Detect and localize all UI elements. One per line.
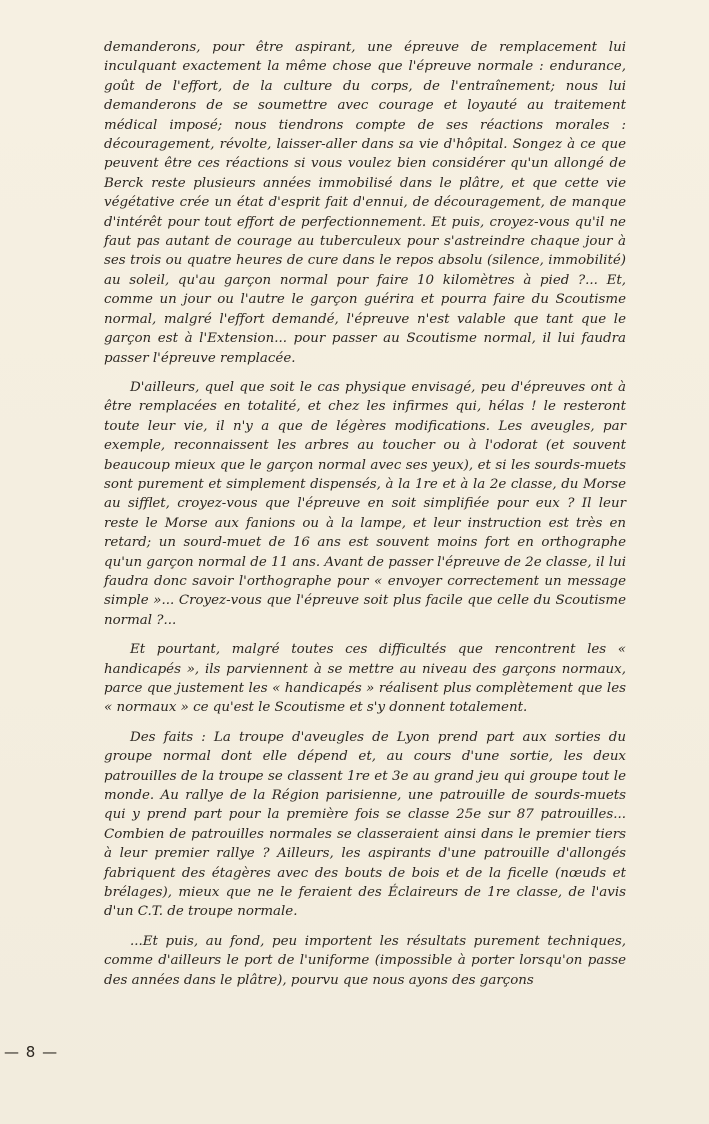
paragraph-handicapped: Et pourtant, malgré toutes ces difficultés que rencontrent les « handicapés », ils parviennent à se mettre au niveau des garçons normaux, parce que justement les « handicapés » réalisent plus complètement que les « normaux » ce qu'est le Scoutisme et s'y donnent totalement. — [104, 642, 626, 716]
paragraph-facts: Des faits : La troupe d'aveugles de Lyon prend part aux sorties du groupe normal dont elle dépend et, au cours d'une sortie, les deux patrouilles de la troupe se classent 1re et 3e au grand jeu qui groupe tout le monde. Au rallye de la Région parisienne, une patrouille de sourds-muets qui y prend part pour la première fois se classe 25e sur 87 patrouilles... Combien de patrouilles normales se classeraient ainsi dans le premier tiers à leur premier rallye ? Ailleurs, les aspirants d'une patrouille d'allongés fabriquent des étagères avec des bouts de bois et de la ficelle (nœuds et brélages), mieux que ne le feraient des Éclaireurs de 1re classe, de l'avis d'un C.T. de troupe normale. — [104, 729, 626, 920]
paragraph-conclusion: ...Et puis, au fond, peu importent les résultats purement techniques, comme d'ailleurs le port de l'uniforme (impossible à porter lorsqu'on passe des années dans le plâtre), pourvu que nous ayons des garçons — [104, 933, 626, 988]
page-number: — 8 — — [4, 1043, 59, 1061]
paragraph-continuation: demanderons, pour être aspirant, une épreuve de remplacement lui inculquant exactement la même chose que l'épreuve normale : endurance, goût de l'effort, de la culture du corps, de l'entraînement; nous lui demanderons de se soumettre avec courage et loyauté au traitement médical imposé; nous tiendrons compte de ses réactions morales : découragement, révolte, laisser-aller dans sa vie d'hôpital. Songez à ce que peuvent être ces réactions si vous voulez bien considérer qu'un allongé de Berck reste plusieurs années immobilisé dans le plâtre, et que cette vie végétative crée un état d'esprit fait d'ennui, de découragement, de manque d'intérêt pour tout effort de perfectionnement. Et puis, croyez-vous qu'il ne faut pas autant de courage au tuberculeux pour s'astreindre chaque jour à ses trois ou quatre heures de cure dans le repos absolu (silence, immobilité) au soleil, qu'au garçon normal pour faire 10 kilomètres à pied ?... Et, comme un jour ou l'autre le garçon guérira et pourra faire du Scoutisme normal, malgré l'effort demandé, l'épreuve n'est valable que tant que le garçon est à l'Extension... pour passer au Scoutisme normal, il lui faudra passer l'épreuve remplacée. — [104, 40, 626, 366]
paragraph-disabilities: D'ailleurs, quel que soit le cas physique envisagé, peu d'épreuves ont à être remplacées en totalité, et chez les infirmes qui, hélas ! le resteront toute leur vie, il n'y a que de légères modifications. Les aveugles, par exemple, reconnaissent les arbres au toucher ou à l'odorat (et souvent beaucoup mieux que le garçon normal avec ses yeux), et si les sourds-muets sont purement et simplement dispensés, à la 1re et à la 2e classe, du Morse au sifflet, croyez-vous que l'épreuve en soit simplifiée pour eux ? Il leur reste le Morse aux fanions ou à la lampe, et leur instruction est très en retard; un sourd-muet de 16 ans est souvent moins fort en orthographe qu'un garçon normal de 11 ans. Avant de passer l'épreuve de 2e classe, il lui faudra donc savoir l'orthographe pour « envoyer correctement un message simple »... Croyez-vous que l'épreuve soit plus facile que celle du Scoutisme normal ?... — [104, 379, 626, 628]
body-text — [104, 38, 626, 1000]
